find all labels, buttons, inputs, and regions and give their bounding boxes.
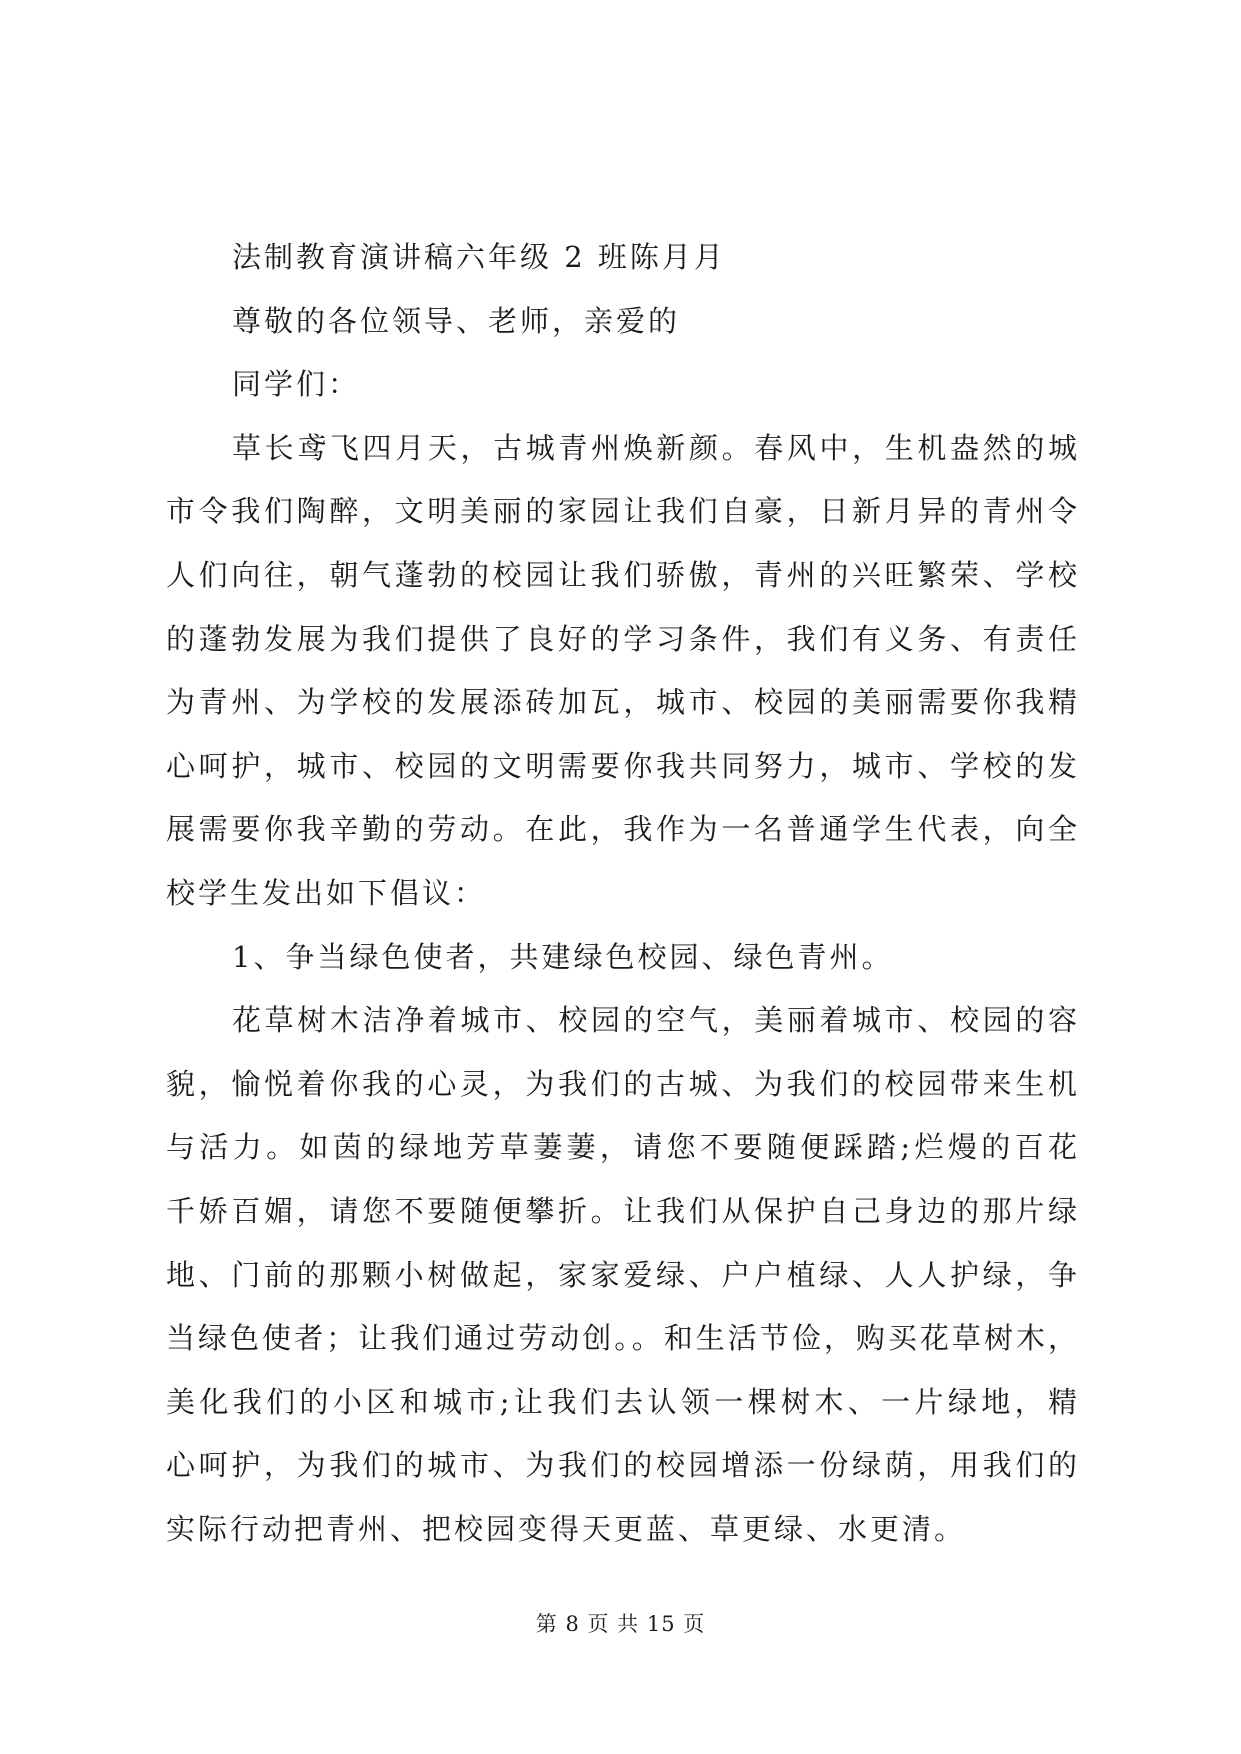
paragraph-line: 为青州、为学校的发展添砖加瓦，城市、校园的美丽需要你我精	[166, 685, 1080, 720]
paragraph-line: 心呵护，城市、校园的文明需要你我共同努力，城市、学校的发	[166, 748, 1080, 783]
paragraph-line: 貌，愉悦着你我的心灵，为我们的古城、为我们的校园带来生机	[166, 1066, 1080, 1101]
paragraph-line: 校学生发出如下倡议：	[166, 875, 487, 910]
paragraph-line: 美化我们的小区和城市;让我们去认领一棵树木、一片绿地，精	[166, 1384, 1080, 1419]
paragraph-line: 草长鸢飞四月天，古城青州焕新颜。春风中，生机盎然的城	[232, 430, 1080, 465]
paragraph-line: 市令我们陶醉，文明美丽的家园让我们自豪，日新月异的青州令	[166, 494, 1080, 529]
speech-title-line: 法制教育演讲稿六年级 2 班陈月月	[232, 240, 726, 274]
paragraph-line: 花草树木洁净着城市、校园的空气，美丽着城市、校园的容	[232, 1003, 1080, 1038]
paragraph-line: 心呵护，为我们的城市、为我们的校园增添一份绿荫，用我们的	[166, 1448, 1080, 1483]
paragraph-line: 人们向往，朝气蓬勃的校园让我们骄傲，青州的兴旺繁荣、学校	[166, 557, 1080, 592]
salutation-line: 尊敬的各位领导、老师，亲爱的	[232, 303, 681, 338]
paragraph-line: 地、门前的那颗小树做起，家家爱绿、户户植绿、人人护绿，争	[166, 1257, 1080, 1292]
salutation-line: 同学们：	[232, 367, 361, 402]
paragraph-line: 展需要你我辛勤的劳动。在此，我作为一名普通学生代表，向全	[166, 812, 1080, 847]
section-heading-line: 1、争当绿色使者，共建绿色校园、绿色青州。	[232, 939, 894, 974]
paragraph-line: 千娇百媚，请您不要随便攀折。让我们从保护自己身边的那片绿	[166, 1193, 1080, 1228]
paragraph-line: 与活力。如茵的绿地芳草萋萋，请您不要随便踩踏;烂熳的百花	[166, 1130, 1080, 1165]
paragraph-line: 的蓬勃发展为我们提供了良好的学习条件，我们有义务、有责任	[166, 621, 1080, 656]
document-body	[166, 226, 1080, 1561]
page-number-footer: 第 8 页 共 15 页	[535, 1612, 706, 1636]
paragraph-line: 当绿色使者；让我们通过劳动创。。和生活节俭，购买花草树木，	[166, 1321, 1080, 1356]
paragraph-line: 实际行动把青州、把校园变得天更蓝、草更绿、水更清。	[166, 1511, 967, 1546]
